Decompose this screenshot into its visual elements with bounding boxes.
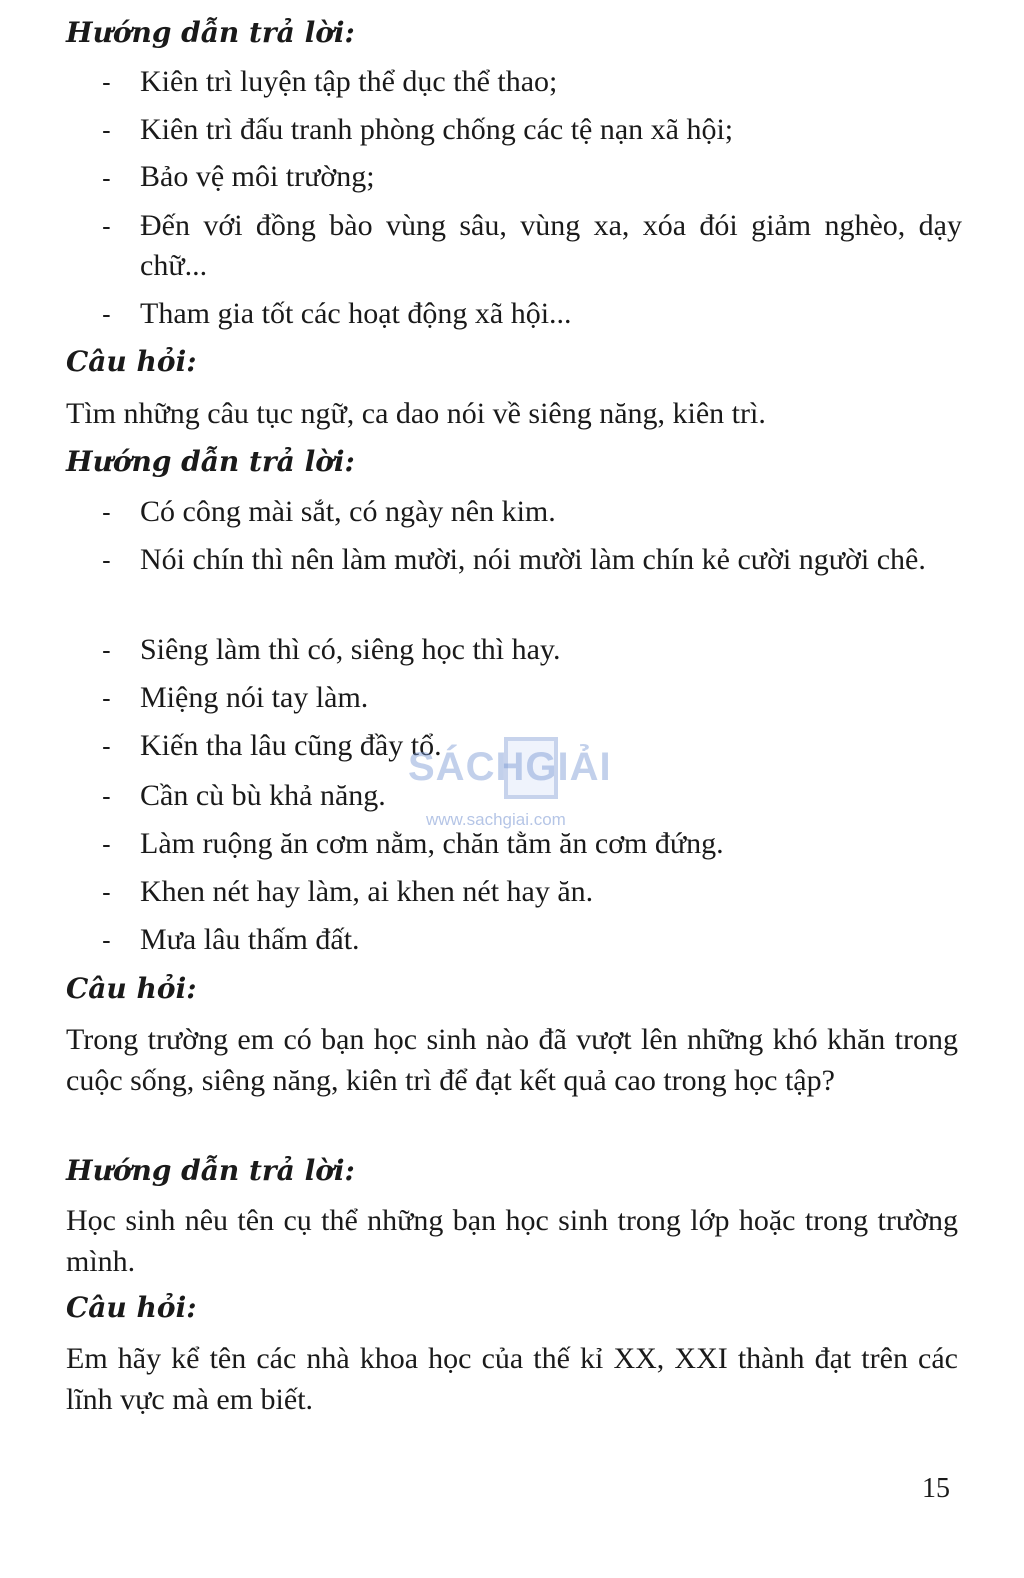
- list-item: Cần cù bù khả năng.: [140, 779, 386, 812]
- bullet-dash: -: [102, 830, 111, 860]
- list-item: Miệng nói tay làm.: [140, 681, 369, 714]
- list-item: Tham gia tốt các hoạt động xã hội...: [140, 297, 572, 330]
- list-item: Làm ruộng ăn cơm nằm, chăn tằm ăn cơm đứng.: [140, 827, 724, 860]
- bullet-dash: -: [102, 498, 111, 528]
- question-heading: Câu hỏi:: [66, 972, 197, 1005]
- list-item: Có công mài sắt, có ngày nên kim.: [140, 495, 556, 528]
- question-heading: Câu hỏi:: [66, 345, 197, 378]
- list-item: Kiến tha lâu cũng đầy tổ.: [140, 729, 442, 762]
- bullet-dash: -: [102, 300, 111, 330]
- bullet-dash: -: [102, 878, 111, 908]
- watermark: [408, 735, 618, 830]
- answer-guide-heading: Hướng dẫn trả lời:: [66, 1154, 355, 1187]
- list-item: Kiên trì đấu tranh phòng chống các tệ nạn xã hội;: [140, 113, 734, 146]
- watermark-brand: SÁCHGIẢI: [408, 745, 612, 789]
- bullet-dash: -: [102, 68, 111, 98]
- question-text: Em hãy kể tên các nhà khoa học của thế kỉ XX, XXI thành đạt trên các lĩnh vực mà em biết.: [66, 1342, 958, 1416]
- bullet-dash: -: [102, 926, 111, 956]
- bullet-dash: -: [102, 116, 111, 146]
- question-text: Tìm những câu tục ngữ, ca dao nói về siêng năng, kiên trì.: [66, 397, 766, 430]
- bullet-dash: -: [102, 212, 111, 242]
- bullet-dash: -: [102, 684, 111, 714]
- list-item: Khen nét hay làm, ai khen nét hay ăn.: [140, 875, 594, 908]
- bullet-dash: -: [102, 732, 111, 762]
- answer-guide-heading: Hướng dẫn trả lời:: [66, 445, 355, 478]
- list-item: Kiên trì luyện tập thể dục thể thao;: [140, 65, 558, 98]
- question-text: Trong trường em có bạn học sinh nào đã vượt lên những khó khăn trong cuộc sống, siêng năng, kiên trì để đạt kết quả cao trong học tập?: [66, 1023, 958, 1097]
- list-item: Đến với đồng bào vùng sâu, vùng xa, xóa đói giảm nghèo, dạy chữ...: [140, 209, 962, 282]
- answer-guide-heading: Hướng dẫn trả lời:: [66, 16, 355, 49]
- page-number: 15: [922, 1473, 950, 1504]
- watermark-url: www.sachgiai.com: [426, 810, 566, 829]
- list-item: Bảo vệ môi trường;: [140, 160, 375, 193]
- answer-text: Học sinh nêu tên cụ thể những bạn học sinh trong lớp hoặc trong trường mình.: [66, 1204, 958, 1278]
- list-item: Siêng làm thì có, siêng học thì hay.: [140, 633, 561, 666]
- list-item: Nói chín thì nên làm mười, nói mười làm chín kẻ cười người chê.: [140, 543, 926, 576]
- bullet-dash: -: [102, 546, 111, 576]
- bullet-dash: -: [102, 782, 111, 812]
- list-item: Mưa lâu thấm đất.: [140, 923, 360, 956]
- bullet-dash: -: [102, 164, 111, 194]
- question-heading: Câu hỏi:: [66, 1291, 197, 1324]
- bullet-dash: -: [102, 636, 111, 666]
